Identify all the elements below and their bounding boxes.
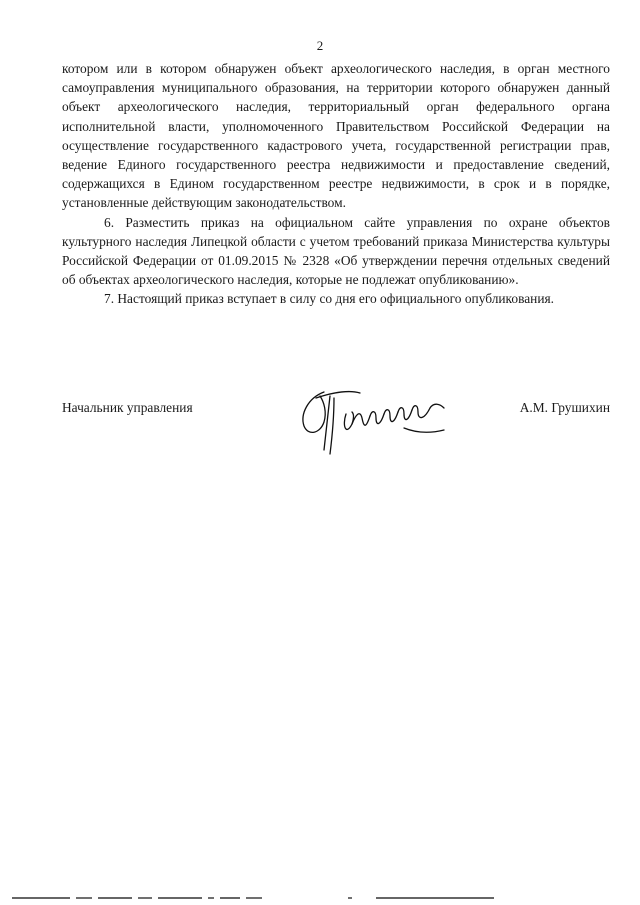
scan-edge-artifacts (0, 895, 640, 901)
signatory-position: Начальник управления (62, 400, 193, 415)
document-body (62, 59, 610, 309)
handwritten-signature (294, 384, 469, 456)
signature-block (62, 396, 610, 466)
signatory-name: А.М. Грушихин (519, 400, 610, 415)
paragraph-item-7: 7. Настоящий приказ вступает в силу со дня его официального опубликования. (104, 291, 554, 307)
paragraph-continuation: котором или в котором обнаружен объект археологического наследия, в орган местного самоуправления муниципального образования, на территории которого обнаружен данный объект археологического наследия, территориальный орган федерального органа исполнительной власти, уполномоченного Правительством Российской Федерации на осуществление государственного кадастрового учета, государственной регистрации прав, ведение Единого государственного реестра недвижимости и предоставление сведений, содержащихся в Едином государственном реестре недвижимости, в срок и в порядке, установленные действующим законодательством. (62, 61, 610, 211)
page-number: 2 (316, 38, 324, 53)
paragraph-item-6: 6. Разместить приказ на официальном сайте управления по охране объектов культурного наследия Липецкой области с учетом требований приказа Министерства культуры Российской Федерации от 01.09.2015 № 2328 «Об утверждении перечня отдельных сведений об объектах археологического наследия, которые не подлежат опубликованию». (62, 214, 610, 288)
